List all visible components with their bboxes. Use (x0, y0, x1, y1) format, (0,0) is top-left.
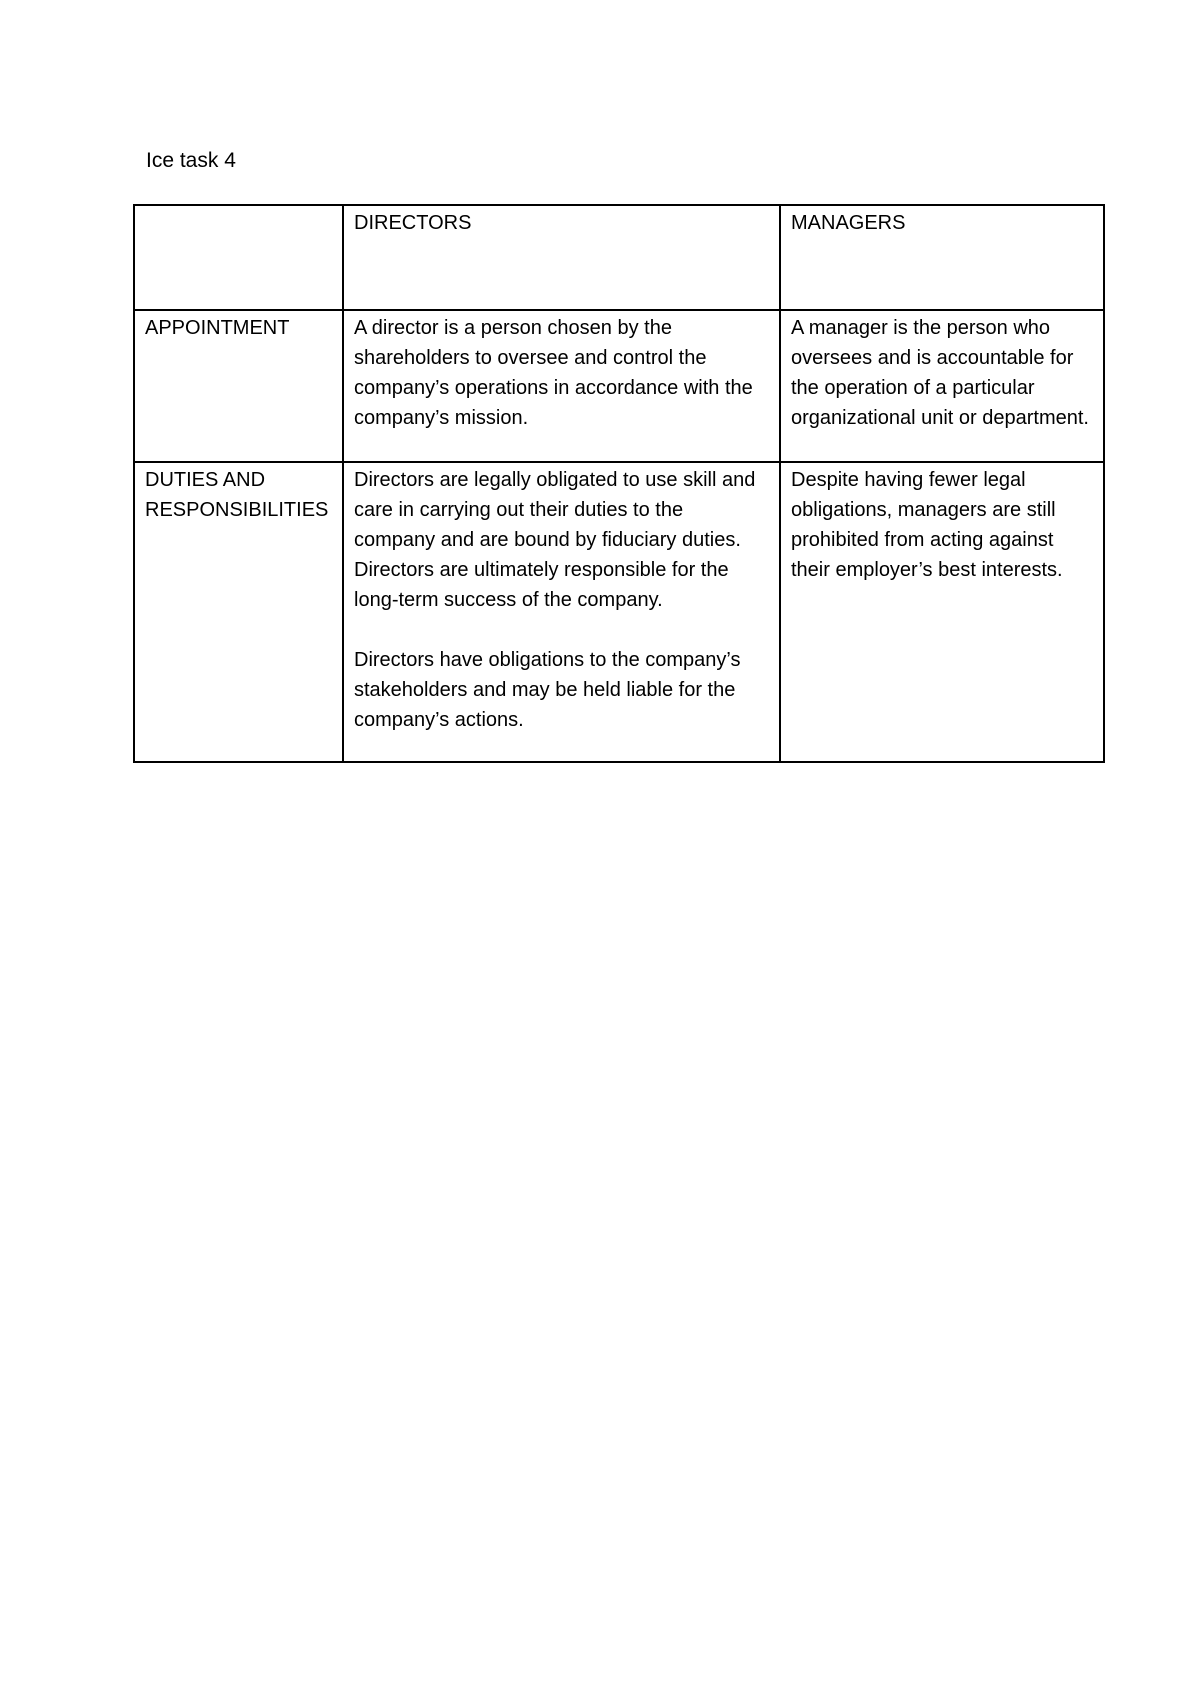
appointment-directors-text: A director is a person chosen by the shareholders to oversee and control the company’s operations in accordance with the company’s mission. (354, 317, 753, 429)
duties-managers-text: Despite having fewer legal obligations, managers are still prohibited from acting against their employer’s best interests. (791, 469, 1063, 581)
document-title: Ice task 4 (146, 149, 236, 172)
duties-directors-cell (343, 462, 780, 762)
duties-label-line2: RESPONSIBILITIES (145, 499, 329, 521)
duties-managers-cell (780, 462, 1104, 762)
header-managers-label: MANAGERS (791, 212, 906, 234)
header-blank-cell (134, 205, 343, 310)
table-row-duties (134, 462, 1104, 762)
comparison-table (133, 204, 1105, 763)
duties-directors-paragraph-1: Directors are legally obligated to use skill and care in carrying out their duties to the company and are bound by fiduciary duties. Directors are ultimately responsible for the long-term success of the company. (354, 469, 756, 611)
appointment-directors-cell (343, 310, 780, 462)
paragraph-spacer (354, 615, 769, 645)
appointment-managers-text: A manager is the person who oversees and is accountable for the operation of a particular organizational unit or department. (791, 317, 1089, 429)
duties-label-cell (134, 462, 343, 762)
appointment-label: APPOINTMENT (145, 317, 290, 339)
duties-label-line1: DUTIES AND (145, 469, 266, 491)
table-header-row (134, 205, 1104, 310)
duties-directors-paragraph-2: Directors have obligations to the company’s stakeholders and may be held liable for the company’s actions. (354, 649, 741, 731)
appointment-label-cell (134, 310, 343, 462)
header-directors-cell (343, 205, 780, 310)
header-managers-cell (780, 205, 1104, 310)
appointment-managers-cell (780, 310, 1104, 462)
header-directors-label: DIRECTORS (354, 212, 472, 234)
table-row-appointment (134, 310, 1104, 462)
